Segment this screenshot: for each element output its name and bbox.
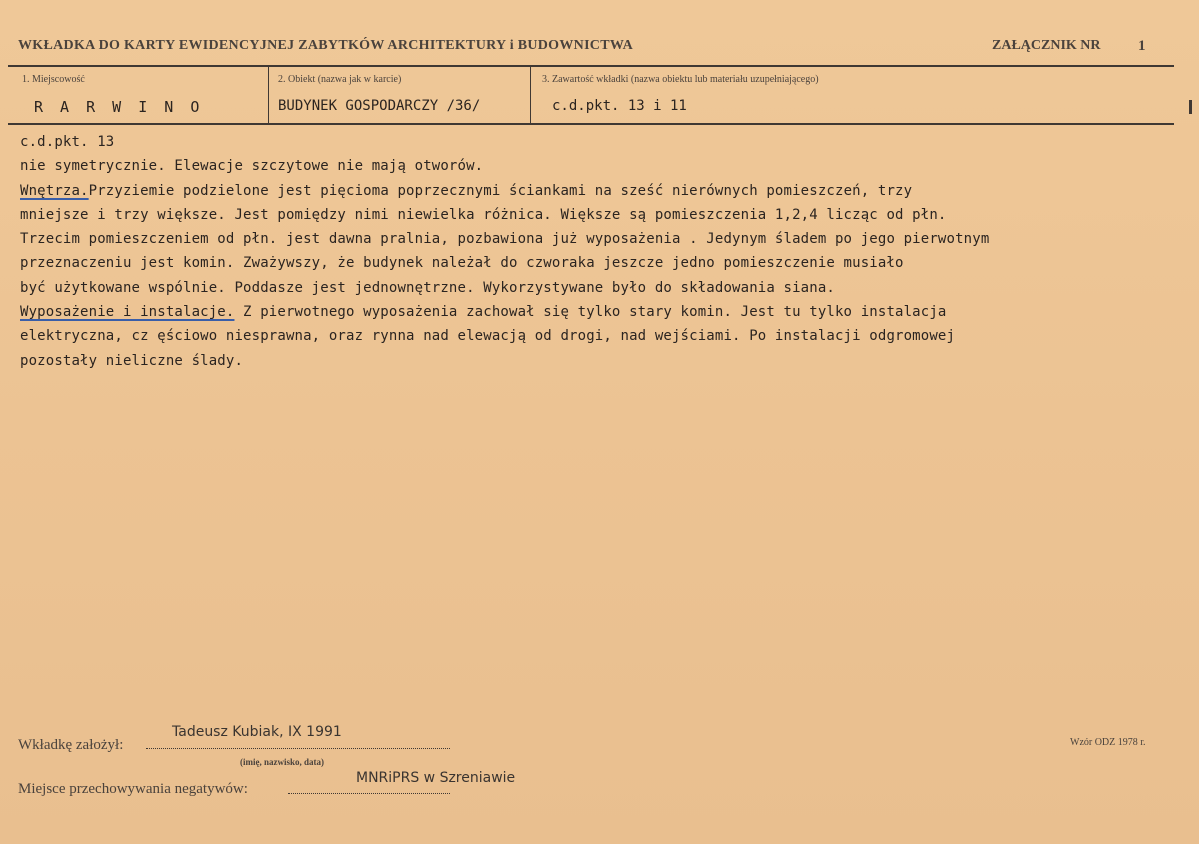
created-by-line	[146, 748, 450, 749]
text-line: być użytkowane wspólnie. Poddasze jest jednownętrzne. Wykorzystywane było do składowania siana.	[20, 279, 835, 296]
contents-value: c.d.pkt. 13 i 11	[552, 98, 687, 114]
top-rule	[8, 65, 1174, 67]
text-line: c.d.pkt. 13	[20, 134, 115, 150]
created-by-hint: (imię, nazwisko, data)	[240, 757, 324, 767]
text-line: elektryczna, cz ęściowo niesprawna, oraz rynna nad elewacją od drogi, nad wejściami. Po instalacji odgromowej	[20, 328, 956, 345]
annex-label: ZAŁĄCZNIK NR	[992, 38, 1101, 53]
edge-mark	[1189, 100, 1192, 114]
text-line	[20, 179, 1180, 203]
text-line: mniejsze i trzy większe. Jest pomiędzy nimi niewielka różnica. Większe są pomieszczenia 1,2,4 licząc od płn.	[20, 206, 947, 223]
text-line: Trzecim pomieszczeniem od płn. jest dawna pralnia, pozbawiona już wyposażenia . Jedynym śladem po jego pierwotnym	[20, 231, 990, 248]
storage-line	[288, 793, 450, 794]
form-code: Wzór ODZ 1978 r.	[1070, 737, 1146, 748]
text-line	[20, 300, 1180, 324]
storage-label: Miejsce przechowywania negatywów:	[18, 781, 248, 797]
text-line: przeznaczeniu jest komin. Zważywszy, że budynek należał do czworaka jeszcze jedno pomieszczenie musiało	[20, 255, 904, 272]
created-by-label: Wkładkę założył:	[18, 737, 124, 753]
text-line-rest: Z pierwotnego wyposażenia zachował się tylko stary komin. Jest tu tylko instalacja	[234, 304, 947, 321]
object-label: 2. Obiekt (nazwa jak w karcie)	[278, 74, 402, 85]
text-line: nie symetrycznie. Elewacje szczytowe nie mają otworów.	[20, 158, 484, 175]
location-value: R A R W I N O	[34, 98, 204, 116]
contents-label: 3. Zawartość wkładki (nazwa obiektu lub materiału uzupełniającego)	[542, 74, 819, 85]
location-label: 1. Miejscowość	[22, 74, 85, 85]
created-by-value: Tadeusz Kubiak, IX 1991	[172, 724, 342, 740]
annex-number: 1	[1138, 38, 1146, 54]
section-heading-equipment: Wyposażenie i instalacje.	[20, 304, 235, 321]
column-separator-1	[268, 67, 269, 123]
section-heading-interior: Wnętrza.	[20, 182, 89, 199]
column-separator-2	[530, 67, 531, 123]
storage-value: MNRiPRS w Szreniawie	[356, 770, 516, 786]
text-line-rest: Przyziemie podzielone jest pięcioma poprzecznymi ściankami na sześć nierównych pomieszczeń, trzy	[88, 182, 913, 199]
description-text	[20, 130, 1180, 373]
object-value: BUDYNEK GOSPODARCZY /36/	[278, 98, 481, 114]
text-line: pozostały nieliczne ślady.	[20, 352, 244, 369]
header-bottom-rule	[8, 123, 1174, 125]
form-title: WKŁADKA DO KARTY EWIDENCYJNEJ ZABYTKÓW ARCHITEKTURY i BUDOWNICTWA	[18, 38, 634, 53]
